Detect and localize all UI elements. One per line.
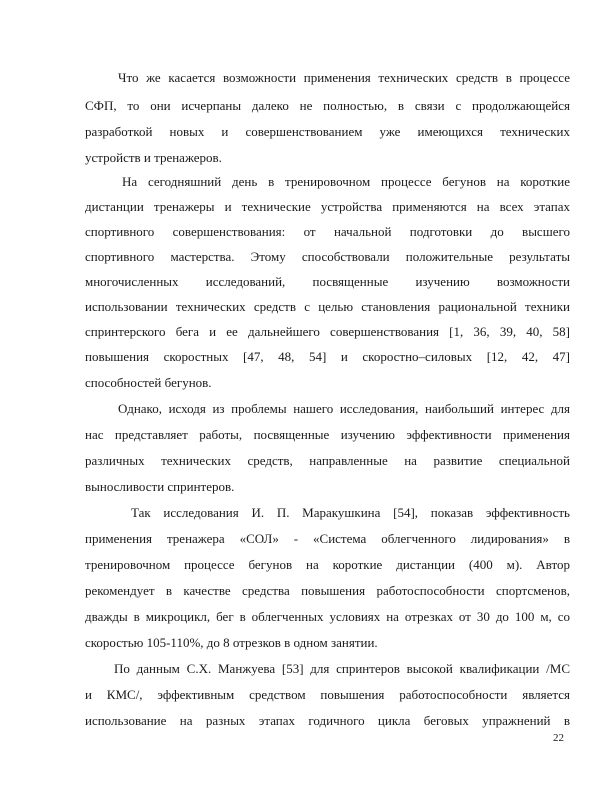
text-line: спортивного совершенствования: от начальной подготовки до высшего [85,224,570,239]
text-line: Что же касается возможности применения технических средств в процессе [118,70,570,85]
text-line: использование на разных этапах годичного цикла беговых упражнений в [85,713,570,728]
text-line: использовании технических средств с целью становления рациональной техники [85,299,570,314]
text-line: многочисленных исследований, посвященные изучению возможности [85,274,570,289]
text-line: рекомендует в качестве средства повышения работоспособности спортсменов, [85,583,570,598]
text-line: применения тренажера «СОЛ» - «Система облегченного лидирования» в [85,531,570,546]
text-line: устройств и тренажеров. [85,150,222,165]
text-line: и КМС/, эффективным средством повышения работоспособности является [85,687,570,702]
text-line: спринтерского бега и ее дальнейшего совершенствования [1, 36, 39, 40, 58] [85,324,570,339]
text-line: скоростью 105-110%, до 8 отрезков в одном занятии. [85,635,378,650]
text-line: дистанции тренажеры и технические устройства применяются на всех этапах [85,199,570,214]
text-line: спортивного мастерства. Этому способствовали положительные результаты [85,249,570,264]
text-line: нас представляет работы, посвященные изучению эффективности применения [85,427,570,442]
text-line: По данным С.Х. Манжуева [53] для спринтеров высокой квалификации /МС [114,661,570,676]
text-line: Однако, исходя из проблемы нашего исследования, наибольший интерес для [118,401,570,416]
text-line: тренировочном процессе бегунов на короткие дистанции (400 м). Автор [85,557,570,572]
text-line: выносливости спринтеров. [85,479,235,494]
text-line: способностей бегунов. [85,375,212,390]
text-line: дважды в микроцикл, бег в облегченных условиях на отрезках от 30 до 100 м, со [85,609,570,624]
text-line: разработкой новых и совершенствованием уже имеющихся технических [85,124,570,139]
text-line: На сегодняшний день в тренировочном процессе бегунов на короткие [122,174,570,189]
text-line: СФП, то они исчерпаны далеко не полностью, в связи с продолжающейся [85,98,570,113]
text-line: различных технических средств, направленные на развитие специальной [85,453,570,468]
page-number: 22 [553,732,564,744]
text-line: Так исследования И. П. Маракушкина [54], показав эффективность [131,505,570,520]
text-line: повышения скоростных [47, 48, 54] и скоростно–силовых [12, 42, 47] [85,349,570,364]
